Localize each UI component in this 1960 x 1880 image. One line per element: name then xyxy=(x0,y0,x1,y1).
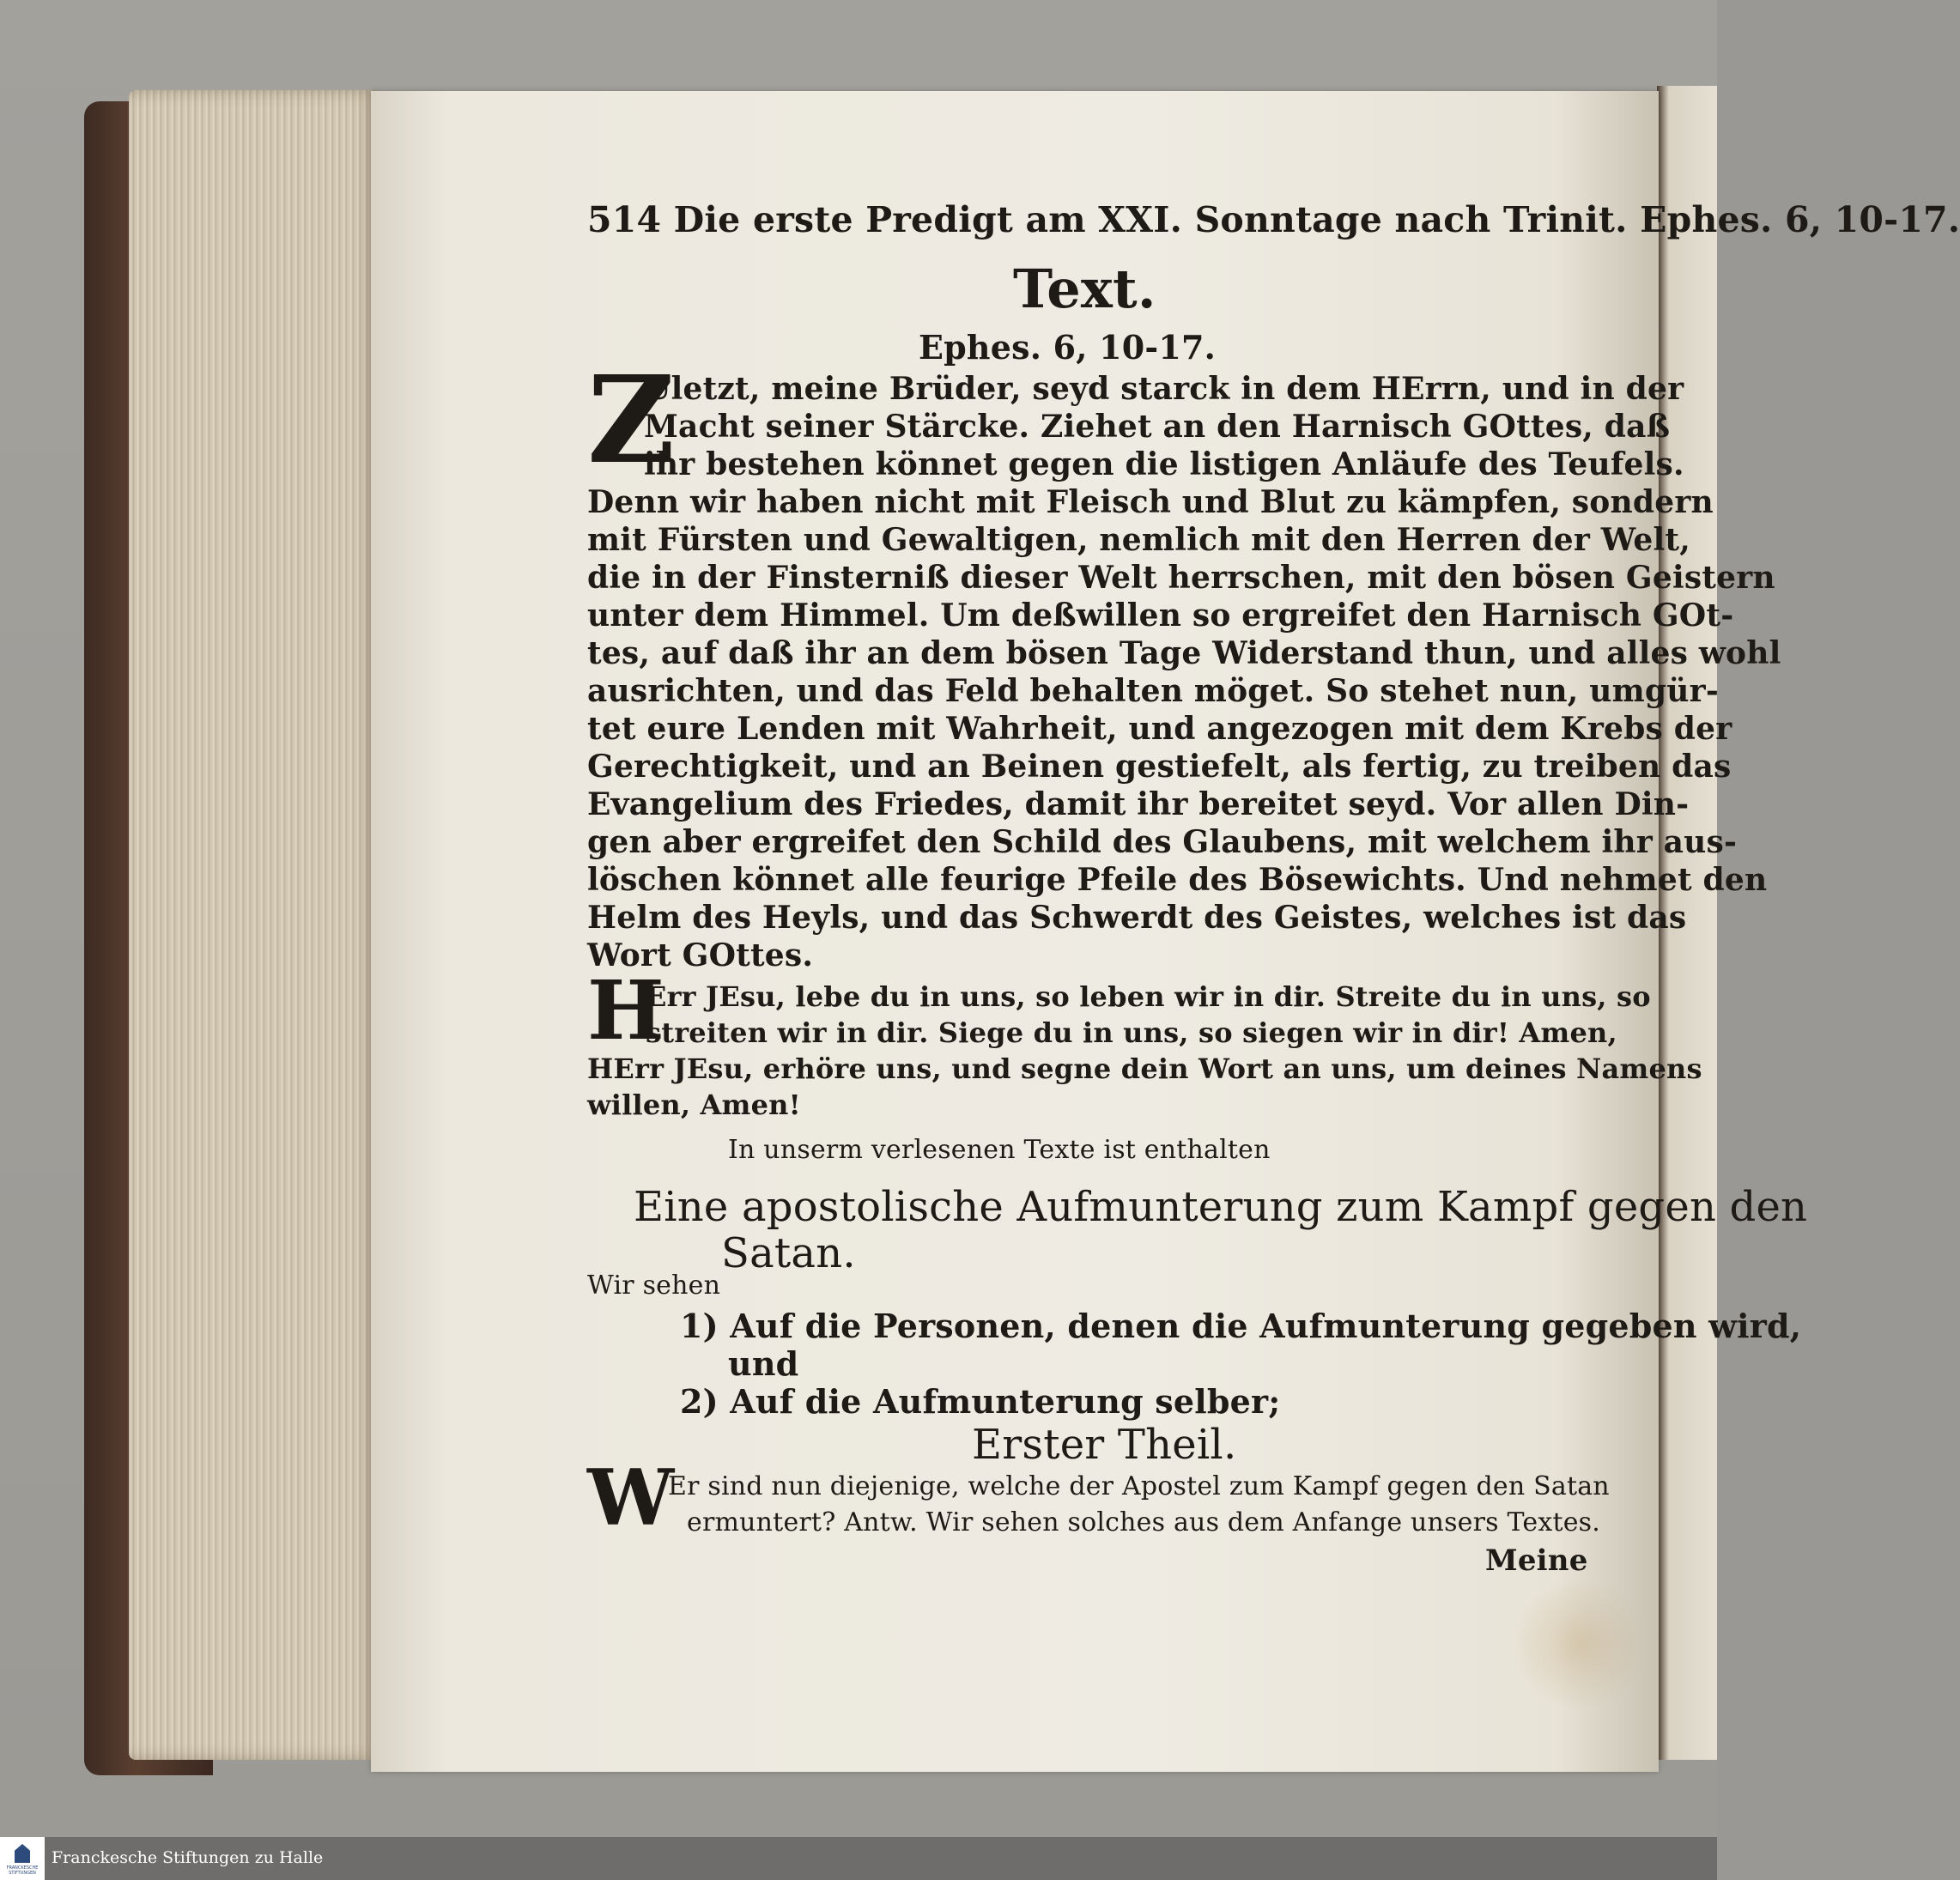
scripture-line: die in der Finsterniß dieser Welt herrschen, mit den bösen Geistern xyxy=(587,560,1775,596)
catchword: Meine xyxy=(1485,1543,1588,1578)
scripture-line: Wort GOttes. xyxy=(587,937,814,973)
part-heading: Erster Theil. xyxy=(972,1421,1237,1469)
scripture-line: ihr bestehen könnet gegen die listigen Anläufe des Teufels. xyxy=(644,446,1684,482)
scripture-line: löschen könnet alle feurige Pfeile des Bösewichts. Und nehmet den xyxy=(587,862,1768,898)
theme-line: Eine apostolische Aufmunterung zum Kampf gegen den xyxy=(634,1183,1808,1231)
scripture-line: Uletzt, meine Brüder, seyd starck in dem HErrn, und in der xyxy=(644,371,1684,407)
running-head: 514 Die erste Predigt am XXI. Sonntage nach Trinit. Ephes. 6, 10-17. xyxy=(587,199,1960,240)
intro-line: In unserm verlesenen Texte ist enthalten xyxy=(728,1135,1271,1165)
text-title: Text. xyxy=(1013,258,1156,320)
prayer-line: willen, Amen! xyxy=(587,1089,801,1121)
part-drop-cap: W xyxy=(587,1452,675,1543)
outline-item: und xyxy=(728,1344,799,1383)
prayer-line: Err JEsu, lebe du in uns, so leben wir in dir. Streite du in uns, so xyxy=(646,980,1651,1013)
prayer-line: streiten wir in dir. Siege du in uns, so siegen wir in dir! Amen, xyxy=(646,1016,1617,1049)
logo-text: FRANCKESCHE STIFTUNGEN xyxy=(6,1865,39,1876)
prayer-line: HErr JEsu, erhöre uns, und segne dein Wort an uns, um deines Namens xyxy=(587,1052,1702,1085)
footer-bar xyxy=(0,1837,1717,1880)
scripture-line: tet eure Lenden mit Wahrheit, und angezogen mit dem Krebs der xyxy=(587,711,1732,747)
scripture-line: tes, auf daß ihr an dem bösen Tage Widerstand thun, und alles wohl xyxy=(587,635,1781,671)
scripture-line: unter dem Himmel. Um deßwillen so ergreifet den Harnisch GOt- xyxy=(587,597,1734,634)
building-icon xyxy=(15,1844,30,1863)
text-reference: Ephes. 6, 10-17. xyxy=(919,328,1217,367)
scripture-line: gen aber ergreifet den Schild des Glaubens, mit welchem ihr aus- xyxy=(587,824,1738,860)
scripture-line: Evangelium des Friedes, damit ihr bereitet seyd. Vor allen Din- xyxy=(587,786,1690,822)
theme-line: Satan. xyxy=(721,1229,856,1277)
prayer-drop-cap: H xyxy=(587,963,664,1058)
part-line: Er sind nun diejenige, welche der Apostel zum Kampf gegen den Satan xyxy=(668,1471,1610,1501)
outline-item: 1) Auf die Personen, denen die Aufmunterung gegeben wird, xyxy=(680,1307,1802,1345)
outline-lead: Wir sehen xyxy=(587,1271,721,1301)
scripture-line: Helm des Heyls, und das Schwerdt des Geistes, welches ist das xyxy=(587,900,1687,936)
institution-logo xyxy=(0,1837,45,1880)
scripture-drop-cap: Z xyxy=(587,350,676,491)
scripture-line: Macht seiner Stärcke. Ziehet an den Harnisch GOttes, daß xyxy=(644,409,1671,445)
scripture-line: Denn wir haben nicht mit Fleisch und Blut zu kämpfen, sondern xyxy=(587,484,1714,520)
outline-item: 2) Auf die Aufmunterung selber; xyxy=(680,1382,1281,1421)
scripture-line: mit Fürsten und Gewaltigen, nemlich mit den Herren der Welt, xyxy=(587,522,1690,558)
scripture-line: ausrichten, und das Feld behalten möget. So stehet nun, umgür- xyxy=(587,673,1719,709)
part-line: ermuntert? Antw. Wir sehen solches aus dem Anfange unsers Textes. xyxy=(687,1507,1600,1537)
scripture-line: Gerechtigkeit, und an Beinen gestiefelt, als fertig, zu treiben das xyxy=(587,749,1732,785)
footer-label: Franckesche Stiftungen zu Halle xyxy=(52,1848,324,1867)
